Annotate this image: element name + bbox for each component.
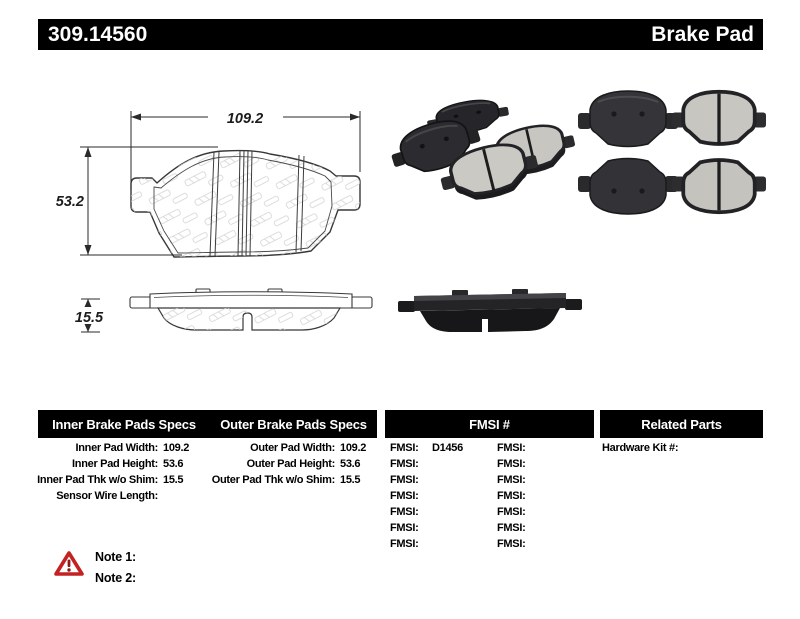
fmsi-row [497,488,539,504]
spec-value: 53.6 [340,458,361,470]
spec-value: 109.2 [340,442,367,454]
spec-row [28,456,183,472]
title-bar [38,19,763,50]
fmsi-row [390,504,432,520]
fmsi-label: FMSI: [390,538,419,550]
note-1-label: Note 1: [95,550,136,564]
spec-label: Inner Pad Thk w/o Shim: [37,474,158,486]
fmsi-row [390,440,463,456]
spec-value: 53.6 [163,458,184,470]
fmsi-label: FMSI: [390,490,419,502]
spec-label: Inner Pad Width: [75,442,158,454]
spec-label: Outer Pad Width: [250,442,335,454]
related-parts-header-bar [600,410,763,438]
fmsi-label: FMSI: [497,474,526,486]
outer-specs-title: Outer Brake Pads Specs [220,416,367,432]
spec-row [205,472,360,488]
spec-label: Inner Pad Height: [72,458,158,470]
fmsi-row [390,472,432,488]
brake-pad-photo [672,92,766,145]
fmsi-row [497,456,539,472]
fmsi-row [390,456,432,472]
spec-row [28,440,189,456]
fmsi-row [497,520,539,536]
drawings-and-photos [0,58,800,403]
brake-pad-photo [672,160,766,213]
fmsi-label: FMSI: [497,458,526,470]
product-name: Brake Pad [651,22,754,46]
related-part-label: Hardware Kit #: [602,442,679,454]
fmsi-label: FMSI: [497,490,526,502]
fmsi-row [497,536,539,552]
pads-specs-header-bar [38,410,377,438]
fmsi-label: FMSI: [497,506,526,518]
brake-pad-photo-edge [398,289,582,332]
fmsi-title: FMSI # [469,416,510,432]
fmsi-row [390,536,432,552]
note-2-label: Note 2: [95,571,136,585]
brake-pad-photo [578,91,678,147]
height-dimension-label: 53.2 [55,194,84,210]
fmsi-label: FMSI: [497,538,526,550]
side-view-drawing [75,289,372,332]
width-dimension-label: 109.2 [226,111,264,127]
fmsi-label: FMSI: [497,442,526,454]
brake-pads-photo-angled [386,95,580,209]
part-number: 309.14560 [48,22,148,46]
spec-value: 109.2 [163,442,190,454]
spec-row [28,488,163,504]
spec-label: Outer Pad Height: [246,458,335,470]
fmsi-label: FMSI: [390,522,419,534]
brake-pad-photo [578,159,678,215]
spec-label: Outer Pad Thk w/o Shim: [211,474,335,486]
spec-value: 15.5 [340,474,361,486]
fmsi-label: FMSI: [390,474,419,486]
fmsi-label: FMSI: [390,442,419,454]
front-view-drawing [56,111,367,263]
fmsi-header-bar [385,410,594,438]
fmsi-row [390,520,432,536]
fmsi-row [497,440,539,456]
fmsi-value: D1456 [432,442,463,454]
fmsi-row [390,488,432,504]
spec-label: Sensor Wire Length: [56,490,158,502]
fmsi-row [497,504,539,520]
related-parts-title: Related Parts [641,416,722,432]
spec-value: 15.5 [163,474,184,486]
brake-pads-photo-flat [578,91,766,214]
warning-icon [54,550,84,577]
inner-specs-title: Inner Brake Pads Specs [52,416,196,432]
fmsi-label: FMSI: [390,458,419,470]
spec-row [205,440,366,456]
fmsi-label: FMSI: [497,522,526,534]
fmsi-label: FMSI: [390,506,419,518]
spec-row [205,456,360,472]
fmsi-row [497,472,539,488]
related-part-row [602,440,683,456]
spec-row [28,472,183,488]
thickness-dimension-label: 15.5 [74,310,104,326]
